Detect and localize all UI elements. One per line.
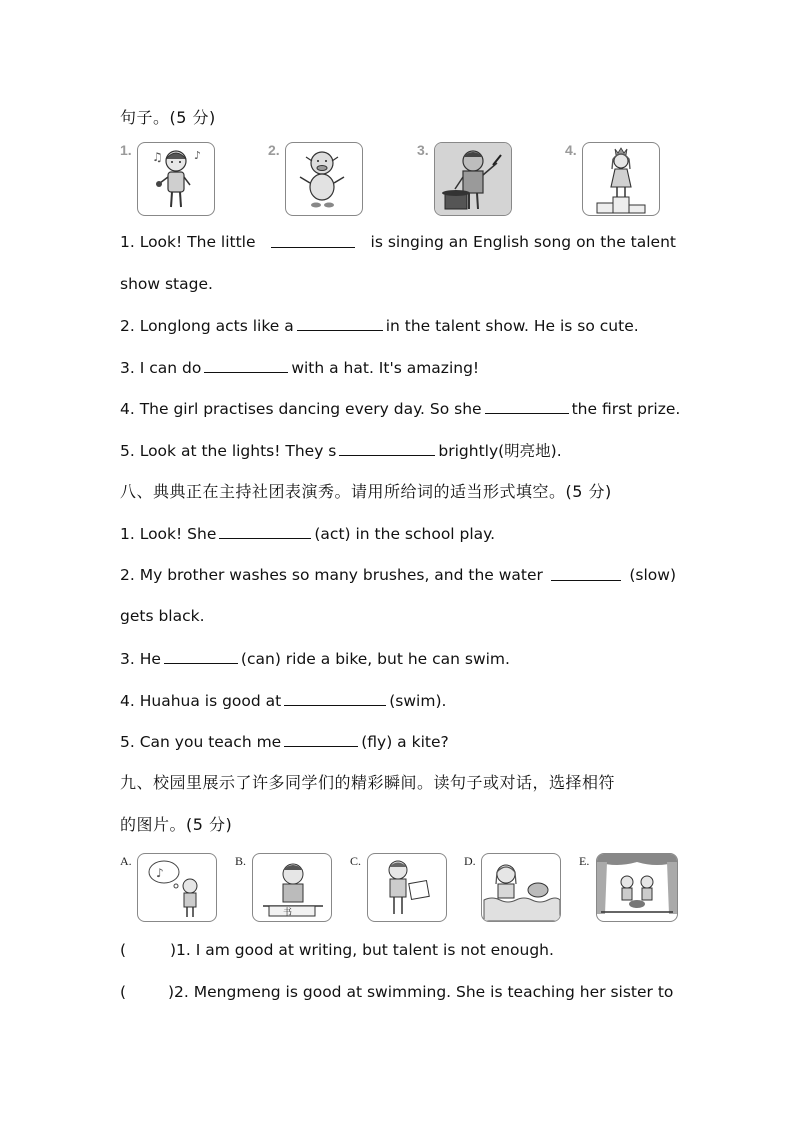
- girl-thinking-icon: [137, 853, 217, 922]
- s9-q1-text: )1. I am good at writing, but talent is not enough.: [170, 941, 554, 959]
- answer-paren[interactable]: (: [120, 983, 127, 1001]
- section9-picture-row: [120, 852, 676, 924]
- s8-q2-cont: gets black.: [120, 607, 205, 625]
- answer-blank[interactable]: [219, 523, 311, 539]
- answer-paren[interactable]: (: [120, 941, 127, 959]
- section7-heading: [120, 108, 676, 128]
- boy-drawing-icon: [367, 853, 447, 922]
- s8-q5-before: 5. Can you teach me: [120, 733, 282, 751]
- answer-blank[interactable]: [284, 731, 358, 747]
- picture-label: E.: [579, 854, 590, 868]
- magician-icon: [434, 142, 512, 216]
- s7-q1-after: is singing an English song on the talent: [370, 233, 676, 251]
- s7-question-1: [120, 232, 676, 252]
- swimming-icon: [481, 853, 561, 922]
- s8-q4-before: 4. Huahua is good at: [120, 692, 282, 710]
- section7-heading-text: 句子。(5 分): [120, 108, 216, 127]
- svg-text:书: 书: [283, 908, 293, 918]
- answer-blank[interactable]: [271, 232, 355, 248]
- boy-singing-icon: [137, 142, 215, 216]
- s9-question-1: [120, 940, 676, 960]
- picture-label: A.: [120, 854, 132, 868]
- s7-question-3: [120, 357, 676, 378]
- picture-number: 1.: [120, 142, 132, 158]
- section9-heading-cont-text: 的图片。(5 分): [120, 815, 233, 834]
- s7-q3-before: 3. I can do: [120, 359, 202, 377]
- s7-question-1-cont: [120, 274, 676, 294]
- answer-blank[interactable]: [339, 440, 435, 456]
- s8-question-2: [120, 565, 676, 585]
- section7-picture-row: [120, 140, 676, 220]
- s7-q3-after: with a hat. It's amazing!: [291, 359, 480, 377]
- answer-blank[interactable]: [164, 648, 238, 664]
- s7-q1-cont: show stage.: [120, 275, 213, 293]
- s9-question-2: [120, 982, 676, 1002]
- section8-heading: [120, 482, 676, 502]
- s8-q1-after: (act) in the school play.: [314, 525, 496, 543]
- section9-heading-text: 九、校园里展示了许多同学们的精彩瞬间。读句子或对话，选择相符: [120, 773, 616, 792]
- picture-number: 4.: [565, 142, 577, 158]
- answer-blank[interactable]: [284, 690, 386, 706]
- s7-q2-before: 2. Longlong acts like a: [120, 317, 294, 335]
- prize-podium-icon: [582, 142, 660, 216]
- picture-number: 3.: [417, 142, 429, 158]
- svg-text:♪: ♪: [194, 149, 202, 162]
- s8-q4-after: (swim).: [389, 692, 447, 710]
- s8-question-5: [120, 731, 676, 752]
- picture-label: C.: [350, 854, 362, 868]
- answer-blank[interactable]: [551, 565, 621, 581]
- duck-costume-icon: [285, 142, 363, 216]
- s8-q2-before: 2. My brother washes so many brushes, and the water: [120, 566, 543, 584]
- s8-q5-after: (fly) a kite?: [361, 733, 449, 751]
- answer-blank[interactable]: [297, 315, 383, 331]
- s9-q2-text: )2. Mengmeng is good at swimming. She is teaching her sister to: [168, 983, 674, 1001]
- picture-label: D.: [464, 854, 476, 868]
- s7-q1-before: 1. Look! The little: [120, 233, 256, 251]
- s8-q3-before: 3. He: [120, 650, 161, 668]
- s8-question-1: [120, 523, 676, 544]
- s8-q1-before: 1. Look! She: [120, 525, 217, 543]
- answer-blank[interactable]: [204, 357, 288, 373]
- boy-writing-icon: [252, 853, 332, 922]
- svg-text:♪: ♪: [156, 866, 164, 880]
- s8-question-2-cont: [120, 606, 676, 626]
- section9-heading-cont: [120, 815, 676, 835]
- s7-q5-before: 5. Look at the lights! They s: [120, 442, 337, 460]
- s8-question-4: [120, 690, 676, 711]
- s7-question-2: [120, 315, 676, 336]
- section8-heading-text: 八、典典正在主持社团表演秀。请用所给词的适当形式填空。(5 分): [120, 482, 612, 501]
- s7-question-5: [120, 440, 676, 461]
- picture-number: 2.: [268, 142, 280, 158]
- svg-text:♫: ♫: [152, 150, 163, 164]
- s7-question-4: [120, 398, 681, 419]
- stage-icon: [596, 853, 678, 922]
- s8-q3-after: (can) ride a bike, but he can swim.: [240, 650, 510, 668]
- picture-label: B.: [235, 854, 247, 868]
- s7-q5-after: brightly(明亮地).: [438, 442, 562, 460]
- s8-q2-after: (slow): [629, 566, 676, 584]
- s7-q4-before: 4. The girl practises dancing every day. So she: [120, 400, 482, 418]
- s7-q2-after: in the talent show. He is so cute.: [385, 317, 639, 335]
- section9-heading: [120, 773, 676, 793]
- answer-blank[interactable]: [485, 398, 569, 414]
- s8-question-3: [120, 648, 676, 669]
- s7-q4-after: the first prize.: [571, 400, 681, 418]
